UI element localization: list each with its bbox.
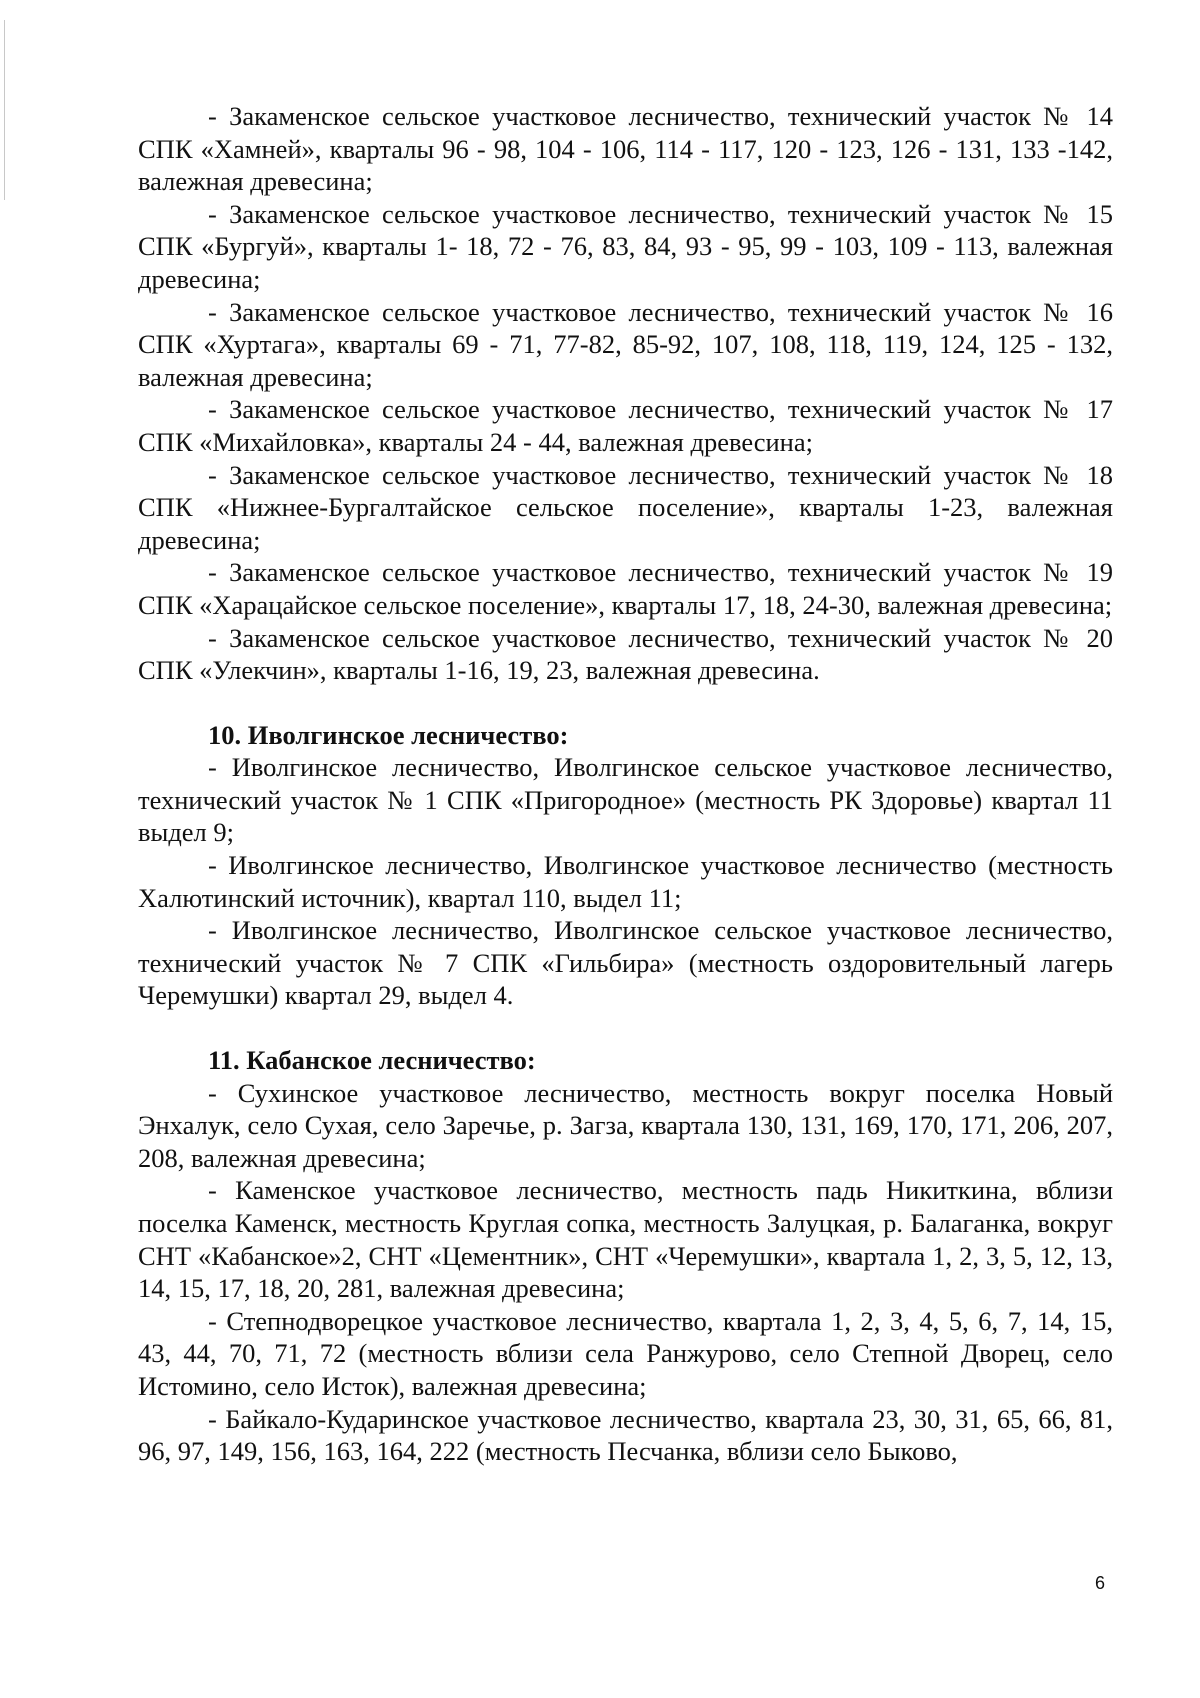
section-heading-11: 11. Кабанское лесничество: [208,1045,536,1076]
paragraph-uchastok-14: - Закаменское сельское участковое лесничество, технический участок № 14 СПК «Хамней», кварталы 96 - 98, 104 - 106, 114 - 117, 120 - 123, 126 - 131, 133 -142, валежная древесина; [138,101,1113,197]
paragraph-ivolginsk-3: - Иволгинское лесничество, Иволгинское сельское участковое лесничество, технический участок № 7 СПК «Гильбира» (местность оздоровительный лагерь Черемушки) квартал 29, выдел 4. [138,915,1113,1011]
section-spacer [138,1012,1113,1044]
paragraph-uchastok-18: - Закаменское сельское участковое лесничество, технический участок № 18 СПК «Нижнее-Бургалтайское сельское поселение», кварталы 1-23, валежная древесина; [138,459,1113,555]
paragraph-kabansk-1: - Сухинское участковое лесничество, местность вокруг поселка Новый Энхалук, село Сухая, село Заречье, р. Загза, квартала 130, 131, 169, 170, 171, 206, 207, 208, валежная древесина; [138,1077,1113,1173]
paragraph-ivolginsk-2: - Иволгинское лесничество, Иволгинское участковое лесничество (местность Халютинский источник), квартал 110, выдел 11; [138,850,1113,913]
paragraph-kabansk-4: - Байкало-Кударинское участковое лесничество, квартала 23, 30, 31, 65, 66, 81, 96, 97, 149, 156, 163, 164, 222 (местность Песчанка, вблизи село Быково, [138,1403,1113,1467]
section-spacer [138,687,1113,719]
document-page [138,100,1113,1468]
paragraph-uchastok-15: - Закаменское сельское участковое лесничество, технический участок № 15 СПК «Бургуй», кварталы 1- 18, 72 - 76, 83, 84, 93 - 95, 99 - 103, 109 - 113, валежная древесина; [138,198,1113,294]
scan-margin-line [4,20,5,200]
paragraph-uchastok-20: - Закаменское сельское участковое лесничество, технический участок № 20 СПК «Улекчин», кварталы 1-16, 19, 23, валежная древесина. [138,622,1113,686]
paragraph-uchastok-19: - Закаменское сельское участковое лесничество, технический участок № 19 СПК «Харацайское сельское поселение», кварталы 17, 18, 24-30, валежная древесина; [138,557,1113,620]
page-number: 6 [1095,1573,1106,1593]
paragraph-kabansk-3: - Степнодворецкое участковое лесничество, квартала 1, 2, 3, 4, 5, 6, 7, 14, 15, 43, 44, 70, 71, 72 (местность вблизи села Ранжурово, село Степной Дворец, село Истомино, село Исток), валежная древесина; [138,1305,1113,1401]
paragraph-uchastok-16: - Закаменское сельское участковое лесничество, технический участок № 16 СПК «Хуртага», кварталы 69 - 71, 77-82, 85-92, 107, 108, 118, 119, 124, 125 - 132, валежная древесина; [138,296,1113,392]
paragraph-ivolginsk-1: - Иволгинское лесничество, Иволгинское сельское участковое лесничество, технический участок № 1 СПК «Пригородное» (местность РК Здоровье) квартал 11 выдел 9; [138,752,1113,848]
section-heading-10: 10. Иволгинское лесничество: [208,719,569,750]
paragraph-uchastok-17: - Закаменское сельское участковое лесничество, технический участок № 17 СПК «Михайловка», кварталы 24 - 44, валежная древесина; [138,394,1113,457]
paragraph-kabansk-2: - Каменское участковое лесничество, местность падь Никиткина, вблизи поселка Каменск, местность Круглая сопка, местность Залуцкая, р. Балаганка, вокруг СНТ «Кабанское»2, СНТ «Цементник», СНТ «Черемушки», квартала 1, 2, 3, 5, 12, 13, 14, 15, 17, 18, 20, 281, валежная древесина; [138,1175,1113,1304]
